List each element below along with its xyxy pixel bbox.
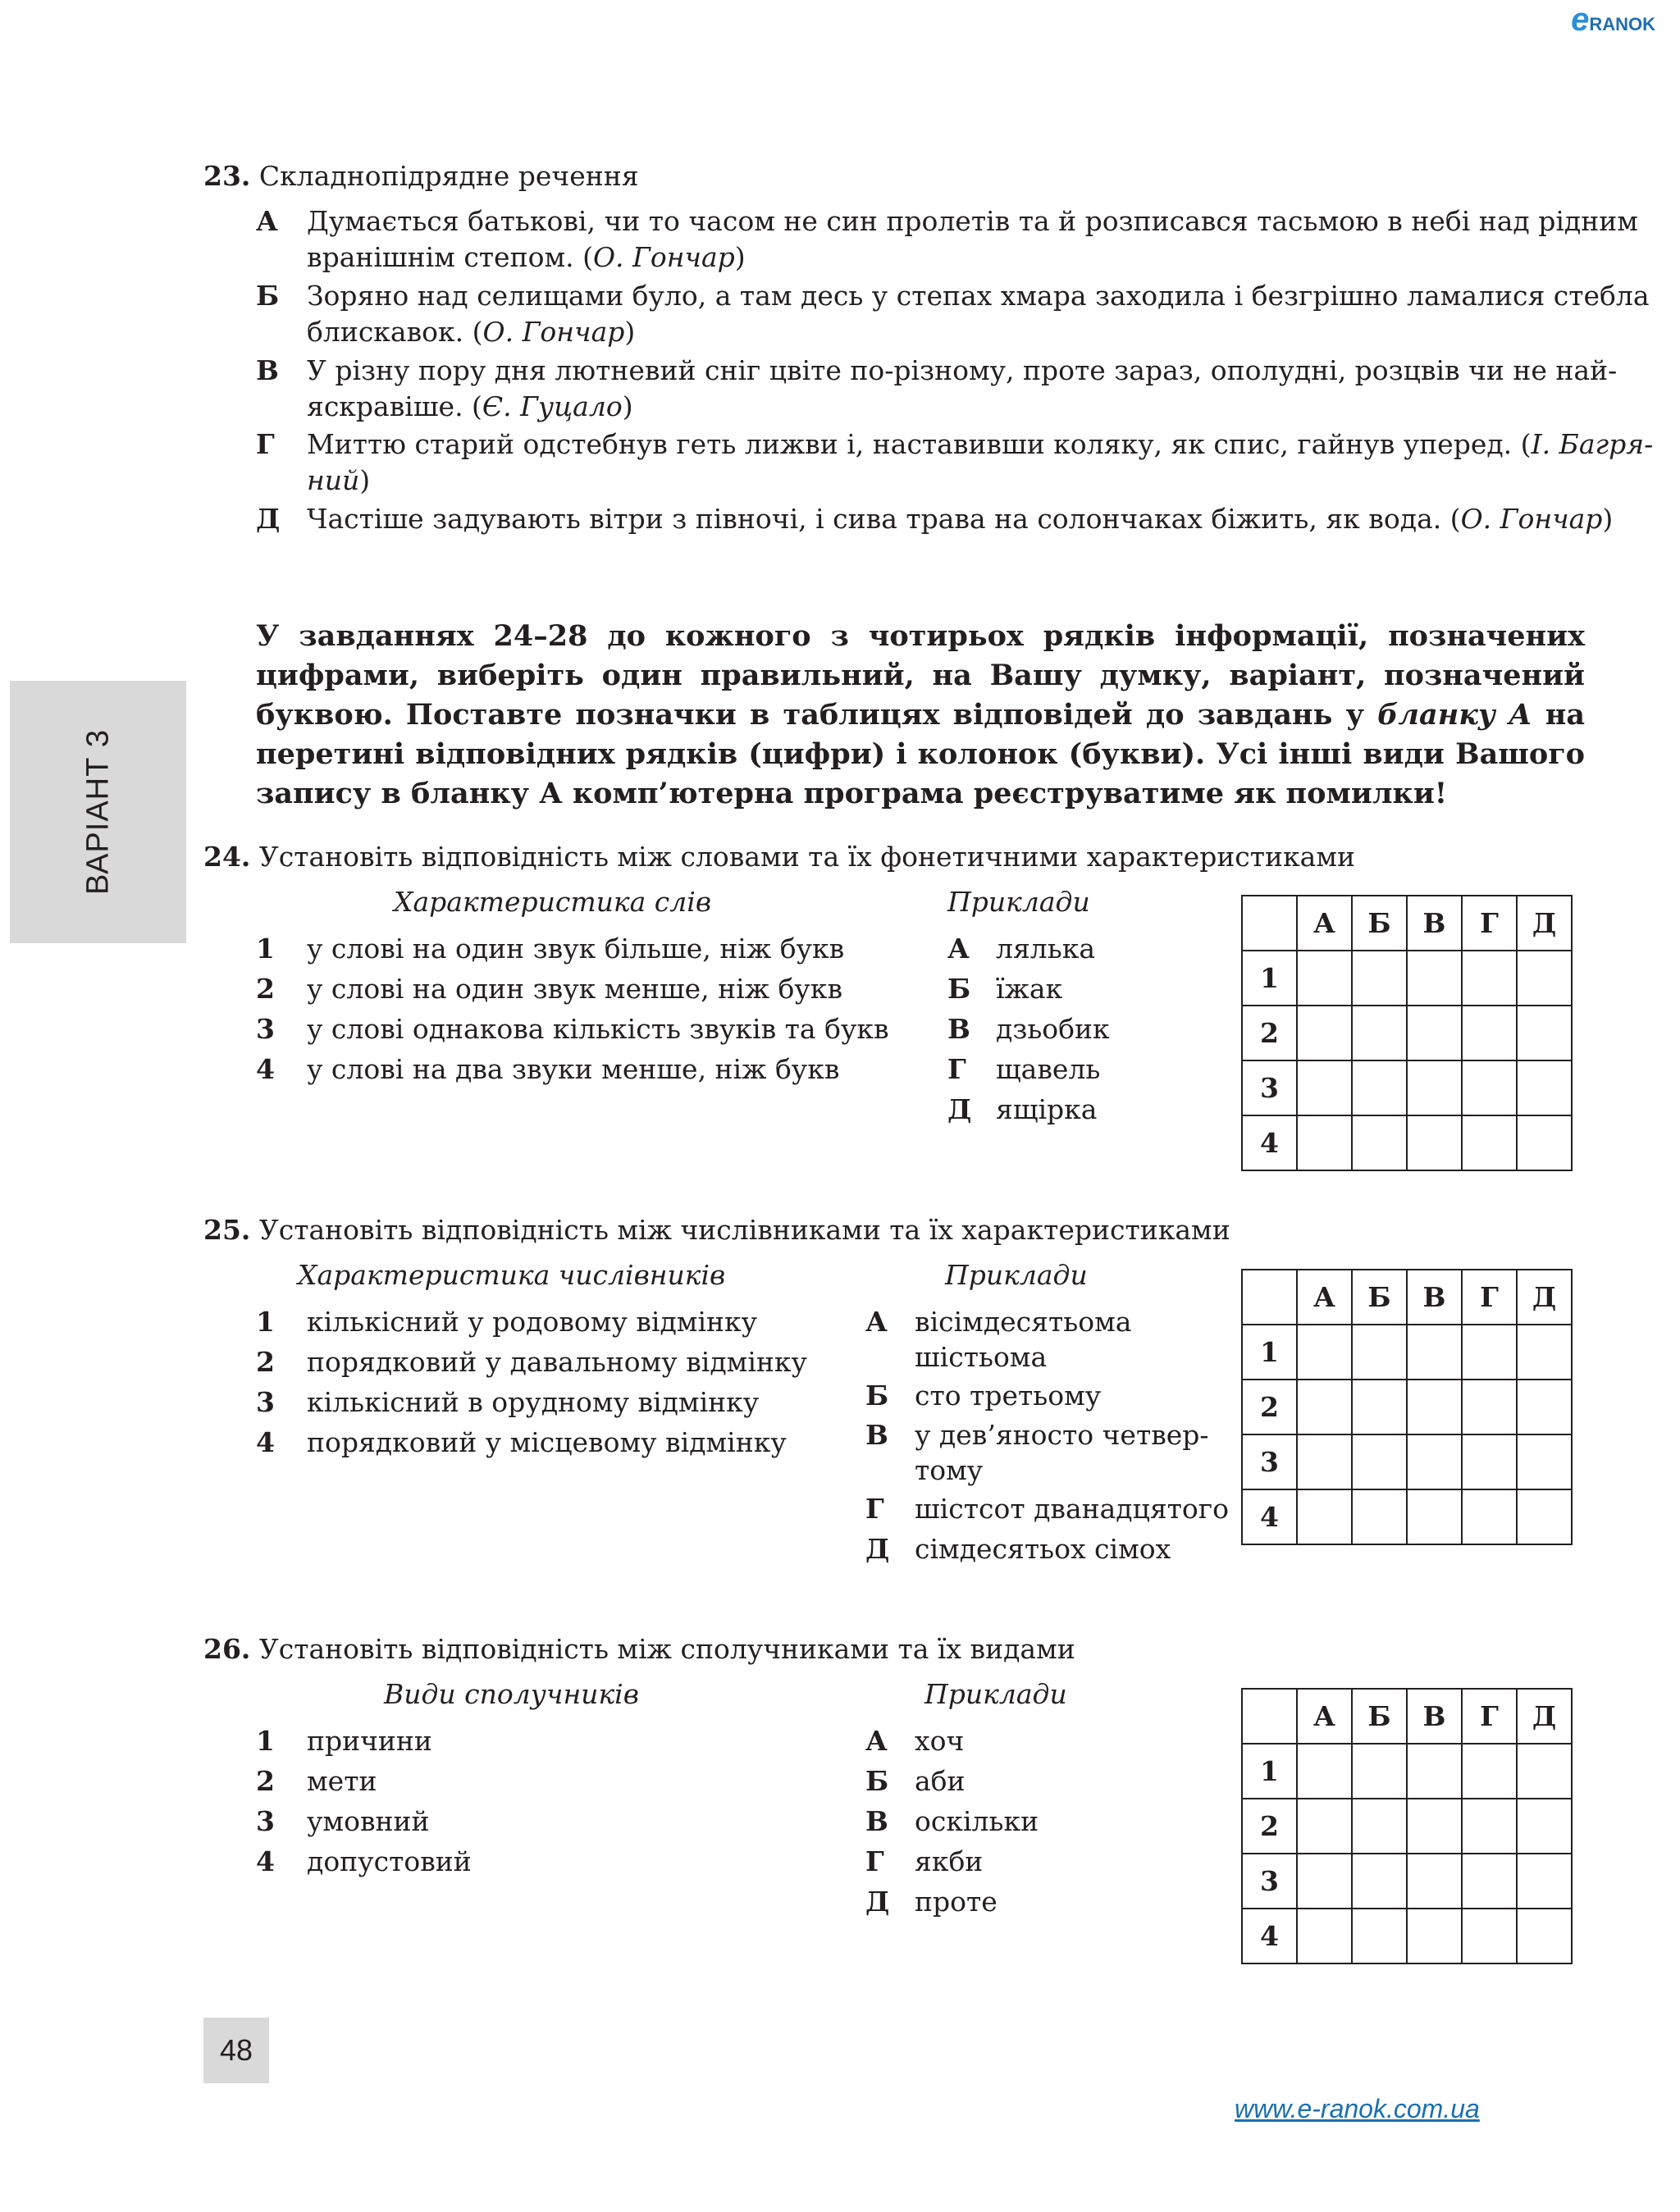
q24-answer-grid: [1241, 895, 1573, 1171]
grid-row-header: 4: [1242, 1115, 1297, 1170]
q26-title: Установіть відповідність між сполучниками та їх видами: [258, 1633, 1075, 1665]
grid-cell[interactable]: [1297, 1489, 1352, 1544]
instructions-part2: на перетині відповідних рядків (цифри) і колонок (букви). Усі інші види Вашого запису в бланку А комп’ютерна програма реєструватиме як помилки!: [256, 698, 1586, 810]
grid-cell[interactable]: [1407, 1799, 1462, 1854]
q25-item-number: 1: [256, 1306, 275, 1338]
q25-example-text: у дев’яносто четвер-: [915, 1419, 1209, 1451]
grid-col-header: Г: [1462, 1689, 1517, 1744]
grid-col-header: Д: [1517, 896, 1572, 951]
q24-right-header: Приклади: [947, 886, 1090, 918]
q23-a-author: О. Гончар: [592, 241, 735, 273]
q23-option-letter: В: [256, 354, 279, 386]
q23-option-b-line1: Зоряно над селищами було, а там десь у степах хмара заходила і безгрішно ламалися стебла: [307, 280, 1650, 312]
q24-item-number: 1: [256, 933, 275, 965]
grid-cell[interactable]: [1462, 1380, 1517, 1434]
q24-example-letter: А: [947, 933, 970, 965]
grid-col-header: Г: [1462, 1270, 1517, 1325]
q23-option-letter: Д: [256, 503, 281, 535]
q23-d-text: Частіше задувають вітри з півночі, і сива трава на солончаках біжить, як вода. (: [307, 503, 1461, 535]
grid-row-header: 4: [1242, 1489, 1297, 1544]
q23-g-author: І. Багря-: [1531, 428, 1654, 460]
grid-cell[interactable]: [1462, 1325, 1517, 1380]
grid-cell[interactable]: [1297, 1744, 1352, 1799]
grid-cell[interactable]: [1297, 1799, 1352, 1854]
q25-item-text: кількісний в орудному відмінку: [307, 1386, 760, 1418]
q26-item-text: причини: [307, 1725, 432, 1757]
grid-cell[interactable]: [1517, 1434, 1572, 1489]
grid-row-header: 2: [1242, 1799, 1297, 1854]
grid-cell[interactable]: [1407, 1060, 1462, 1115]
grid-cell[interactable]: [1352, 1489, 1407, 1544]
q23-d-close: ): [1602, 503, 1614, 535]
grid-cell[interactable]: [1462, 1489, 1517, 1544]
q23-g-author-end: ний: [307, 464, 360, 496]
q24-example-text: дзьобик: [996, 1013, 1110, 1045]
q23-option-a-line2: [307, 239, 746, 276]
grid-cell[interactable]: [1462, 1434, 1517, 1489]
q23-option-a-line1: Думається батькові, чи то часом не син пролетів та й розписався тасьмою в небі над рідним: [307, 205, 1638, 237]
grid-cell[interactable]: [1297, 951, 1352, 1006]
grid-cell[interactable]: [1297, 1909, 1352, 1963]
grid-cell[interactable]: [1517, 1854, 1572, 1909]
q24-item-text: у слові однакова кількість звуків та букв: [307, 1013, 889, 1045]
q25-example-letter: Б: [865, 1380, 889, 1412]
q23-option-g-line1: [307, 426, 1653, 463]
q25-number: 25.: [203, 1214, 251, 1246]
q25-item-number: 2: [256, 1346, 275, 1378]
grid-col-header: Д: [1517, 1270, 1572, 1325]
q25-item-text: порядковий у місцевому відмінку: [307, 1426, 787, 1458]
grid-cell[interactable]: [1517, 1115, 1572, 1170]
grid-row-header: 2: [1242, 1380, 1297, 1434]
grid-cell[interactable]: [1462, 951, 1517, 1006]
q23-v-close: ): [622, 390, 633, 422]
q23-b-close: ): [624, 316, 636, 348]
grid-cell[interactable]: [1462, 1909, 1517, 1963]
grid-row-header: 3: [1242, 1854, 1297, 1909]
grid-cell[interactable]: [1407, 1380, 1462, 1434]
q24-item-text: у слові на один звук менше, ніж букв: [307, 973, 843, 1005]
q25-right-header: Приклади: [945, 1259, 1088, 1291]
grid-cell[interactable]: [1462, 1854, 1517, 1909]
grid-row-header: 4: [1242, 1909, 1297, 1963]
q26-item-text: мети: [307, 1765, 377, 1797]
q26-header: [203, 1631, 1075, 1667]
q25-example-text: вісімдесятьома: [915, 1306, 1132, 1338]
q25-example-text: сто третьому: [915, 1380, 1102, 1412]
q24-example-text: ящірка: [996, 1093, 1098, 1125]
q23-option-letter: Б: [256, 280, 280, 312]
q25-example-letter: Д: [865, 1533, 890, 1565]
grid-cell[interactable]: [1407, 1854, 1462, 1909]
q26-example-text: якби: [915, 1845, 984, 1877]
q26-item-text: допустовий: [307, 1845, 472, 1877]
q24-example-text: щавель: [996, 1053, 1101, 1085]
q24-example-text: лялька: [996, 933, 1096, 965]
grid-col-header: В: [1407, 1689, 1462, 1744]
grid-corner: [1242, 1689, 1297, 1744]
grid-col-header: В: [1407, 896, 1462, 951]
grid-cell[interactable]: [1297, 1060, 1352, 1115]
q25-left-header: Характеристика числівників: [298, 1259, 726, 1291]
grid-cell[interactable]: [1517, 1380, 1572, 1434]
instructions-italic: бланку А: [1377, 698, 1532, 732]
q24-item-text: у слові на один звук більше, ніж букв: [307, 933, 845, 965]
q26-item-number: 3: [256, 1805, 275, 1837]
q26-example-letter: Г: [865, 1845, 884, 1877]
grid-cell[interactable]: [1407, 1744, 1462, 1799]
grid-cell[interactable]: [1352, 1854, 1407, 1909]
grid-cell[interactable]: [1517, 1489, 1572, 1544]
q24-left-header: Характеристика слів: [394, 886, 712, 918]
q25-answer-grid: [1241, 1269, 1573, 1545]
grid-row-header: 2: [1242, 1006, 1297, 1060]
q26-example-letter: В: [865, 1805, 888, 1837]
q23-option-d-line1: [307, 501, 1613, 537]
q26-answer-grid: [1241, 1688, 1573, 1964]
grid-cell[interactable]: [1352, 1799, 1407, 1854]
q25-example-letter: Г: [865, 1493, 884, 1525]
variant-side-tab: [10, 681, 186, 943]
q23-header: [203, 158, 639, 194]
grid-cell[interactable]: [1407, 1909, 1462, 1963]
grid-cell[interactable]: [1517, 1909, 1572, 1963]
instructions: [256, 617, 1585, 814]
grid-corner: [1242, 896, 1297, 951]
grid-row-header: 1: [1242, 1325, 1297, 1380]
grid-cell[interactable]: [1462, 1115, 1517, 1170]
grid-col-header: А: [1297, 896, 1352, 951]
grid-row-header: 3: [1242, 1434, 1297, 1489]
q25-example-text-cont: шістьома: [915, 1341, 1048, 1373]
q24-item-number: 2: [256, 973, 275, 1005]
q24-example-letter: Д: [947, 1093, 972, 1125]
q26-example-text: проте: [915, 1886, 998, 1918]
grid-cell[interactable]: [1297, 1006, 1352, 1060]
grid-cell[interactable]: [1352, 951, 1407, 1006]
q25-item-number: 4: [256, 1426, 275, 1458]
grid-cell[interactable]: [1517, 1799, 1572, 1854]
q26-example-text: оскільки: [915, 1805, 1039, 1837]
grid-cell[interactable]: [1407, 1325, 1462, 1380]
q23-option-v-line2: [307, 389, 633, 425]
website-link[interactable]: www.e-ranok.com.ua: [1235, 2094, 1480, 2123]
grid-cell[interactable]: [1352, 1325, 1407, 1380]
q25-item-text: порядковий у давальному відмінку: [307, 1346, 807, 1378]
q23-g-close: ): [359, 464, 371, 496]
q23-g-text: Миттю старий одстебнув геть лижви і, наставивши коляку, як спис, гайнув уперед. (: [307, 428, 1532, 460]
grid-col-header: Д: [1517, 1689, 1572, 1744]
grid-cell[interactable]: [1352, 1434, 1407, 1489]
q24-item-text: у слові на два звуки менше, ніж букв: [307, 1053, 840, 1085]
q25-example-text: сімдесятьох сімох: [915, 1533, 1171, 1565]
grid-cell[interactable]: [1517, 1006, 1572, 1060]
q26-example-text: аби: [915, 1765, 966, 1797]
grid-col-header: А: [1297, 1689, 1352, 1744]
grid-col-header: Б: [1352, 1270, 1407, 1325]
q25-item-number: 3: [256, 1386, 275, 1418]
grid-cell[interactable]: [1352, 1060, 1407, 1115]
q25-example-letter: В: [865, 1419, 888, 1451]
grid-cell[interactable]: [1407, 1006, 1462, 1060]
grid-cell[interactable]: [1407, 1489, 1462, 1544]
grid-col-header: Б: [1352, 1689, 1407, 1744]
q26-example-text: хоч: [915, 1725, 965, 1757]
q24-title: Установіть відповідність між словами та їх фонетичними характеристиками: [258, 841, 1356, 873]
grid-cell[interactable]: [1352, 1744, 1407, 1799]
q25-item-text: кількісний у родовому відмінку: [307, 1306, 758, 1338]
grid-cell[interactable]: [1297, 1434, 1352, 1489]
grid-cell[interactable]: [1517, 1325, 1572, 1380]
logo-text: RANOK: [1589, 14, 1655, 34]
q26-item-text: умовний: [307, 1805, 430, 1837]
q23-a-close: ): [734, 241, 746, 273]
q24-example-letter: Б: [947, 973, 971, 1005]
grid-cell[interactable]: [1297, 1115, 1352, 1170]
grid-cell[interactable]: [1297, 1325, 1352, 1380]
grid-row-header: 1: [1242, 951, 1297, 1006]
grid-cell[interactable]: [1407, 1434, 1462, 1489]
q23-title: Складнопідрядне речення: [258, 160, 639, 192]
q24-example-text: їжак: [996, 973, 1063, 1005]
q23-option-b-line2: [307, 314, 635, 350]
grid-cell[interactable]: [1352, 1115, 1407, 1170]
q25-title: Установіть відповідність між числівниками та їх характеристиками: [258, 1214, 1230, 1246]
grid-col-header: А: [1297, 1270, 1352, 1325]
q24-example-letter: Г: [947, 1053, 966, 1085]
grid-cell[interactable]: [1517, 951, 1572, 1006]
q23-b-text: блискавок. (: [307, 316, 483, 348]
grid-cell[interactable]: [1352, 1380, 1407, 1434]
variant-label: ВАРІАНТ 3: [80, 728, 116, 896]
grid-col-header: Б: [1352, 896, 1407, 951]
grid-row-header: 1: [1242, 1744, 1297, 1799]
grid-cell[interactable]: [1297, 1854, 1352, 1909]
q23-option-letter: А: [256, 205, 278, 237]
q23-option-g-line2: [307, 463, 370, 499]
publisher-logo: [1571, 2, 1655, 39]
q24-number: 24.: [203, 841, 251, 873]
grid-cell[interactable]: [1517, 1060, 1572, 1115]
grid-cell[interactable]: [1352, 1909, 1407, 1963]
q26-right-header: Приклади: [924, 1678, 1067, 1710]
q24-item-number: 4: [256, 1053, 275, 1085]
q25-example-text: шістсот дванадцятого: [915, 1493, 1229, 1525]
q23-option-letter: Г: [256, 428, 275, 460]
grid-cell[interactable]: [1517, 1744, 1572, 1799]
q23-b-author: О. Гончар: [482, 316, 625, 348]
q26-example-letter: Б: [865, 1765, 889, 1797]
q23-option-v-line1: У різну пору дня лютневий сніг цвіте по-різному, проте зараз, ополудні, розцвів чи не най-: [307, 354, 1618, 386]
q23-number: 23.: [203, 160, 251, 192]
q25-example-text-cont: тому: [915, 1454, 984, 1486]
grid-row-header: 3: [1242, 1060, 1297, 1115]
q26-number: 26.: [203, 1633, 251, 1665]
q26-item-number: 4: [256, 1845, 275, 1877]
grid-col-header: Г: [1462, 896, 1517, 951]
instructions-part1: У завданнях 24–28 до кожного з чотирьох рядків інформації, позначених цифрами, виберіть один правильний, на Вашу думку, варіант, позначений буквою. Поставте позначки в таблицях відповідей до завдань у: [256, 619, 1585, 732]
logo-e: e: [1571, 2, 1590, 38]
q23-v-author: Є. Гуцало: [482, 390, 623, 422]
grid-cell[interactable]: [1407, 1115, 1462, 1170]
grid-cell[interactable]: [1462, 1744, 1517, 1799]
q23-a-text: вранішнім степом. (: [307, 241, 593, 273]
page-number: 48: [203, 2018, 269, 2083]
grid-cell[interactable]: [1462, 1799, 1517, 1854]
q26-item-number: 2: [256, 1765, 275, 1797]
grid-corner: [1242, 1270, 1297, 1325]
q24-example-letter: В: [947, 1013, 970, 1045]
q26-left-header: Види сполучників: [384, 1678, 639, 1710]
grid-cell[interactable]: [1297, 1380, 1352, 1434]
grid-cell[interactable]: [1407, 951, 1462, 1006]
q26-example-letter: А: [865, 1725, 888, 1757]
q23-v-text: яскравіше. (: [307, 390, 482, 422]
q26-item-number: 1: [256, 1725, 275, 1757]
grid-col-header: В: [1407, 1270, 1462, 1325]
q25-example-letter: А: [865, 1306, 888, 1338]
grid-cell[interactable]: [1462, 1006, 1517, 1060]
grid-cell[interactable]: [1352, 1006, 1407, 1060]
q26-example-letter: Д: [865, 1886, 890, 1918]
q25-header: [203, 1212, 1230, 1248]
grid-cell[interactable]: [1462, 1060, 1517, 1115]
q24-item-number: 3: [256, 1013, 275, 1045]
q24-header: [203, 839, 1355, 875]
q23-d-author: О. Гончар: [1460, 503, 1603, 535]
